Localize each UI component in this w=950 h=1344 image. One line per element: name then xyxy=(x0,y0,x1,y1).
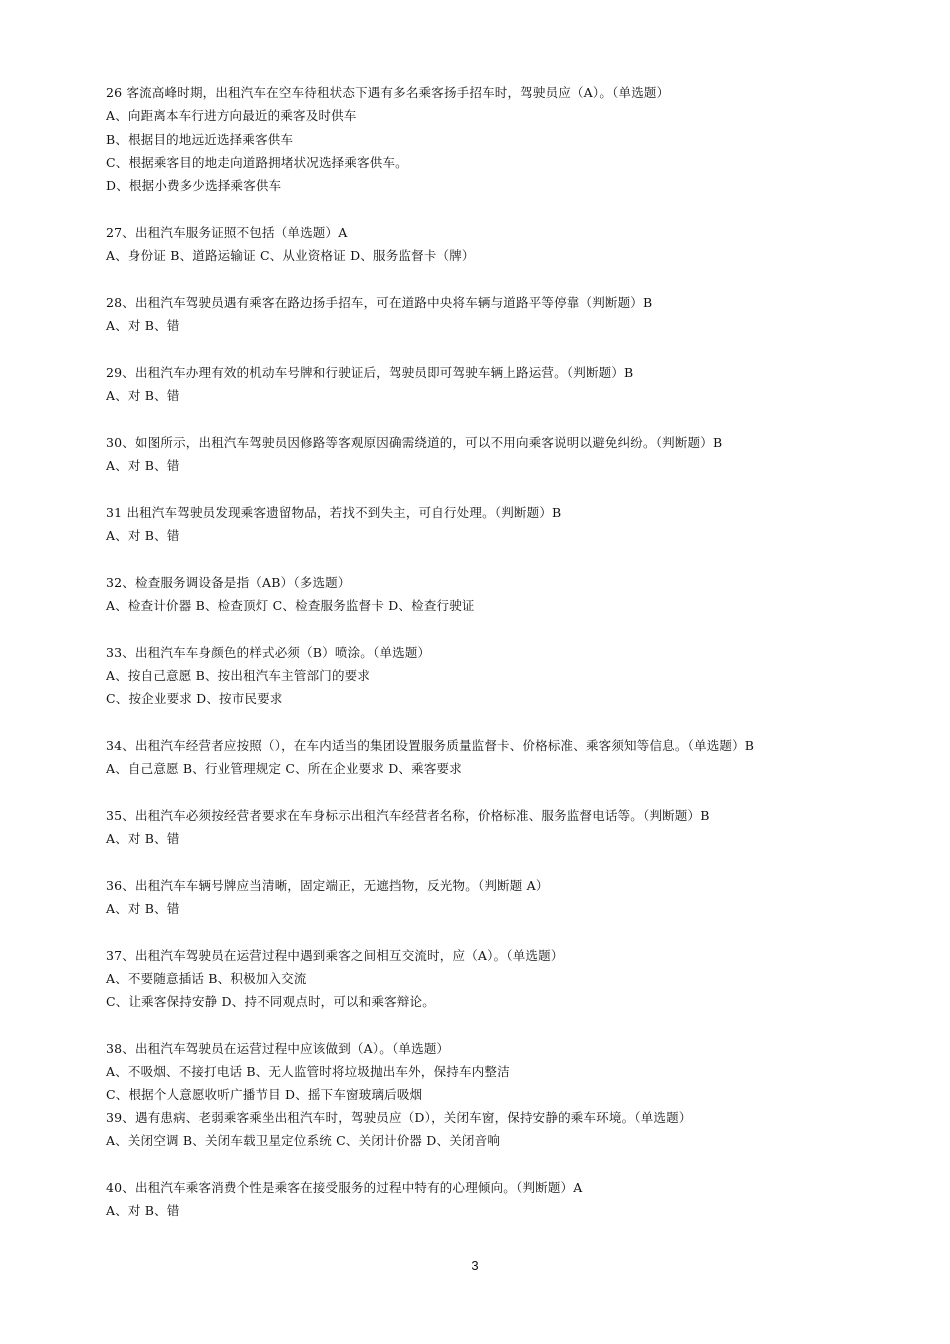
q29-question: 29、出租汽车办理有效的机动车号牌和行驶证后，驾驶员即可驾驶车辆上路运营。（判断题）B xyxy=(106,365,634,380)
q35-question: 35、出租汽车必须按经营者要求在车身标示出租汽车经营者名称，价格标准、服务监督电话等。（判断题）B xyxy=(106,808,710,823)
q29-options: A、对 B、错 xyxy=(106,388,180,403)
page-number: 3 xyxy=(471,1258,479,1273)
q34-options: A、自己意愿 B、行业管理规定 C、所在企业要求 D、乘客要求 xyxy=(106,761,462,776)
q31-options: A、对 B、错 xyxy=(106,528,180,543)
q36-question: 36、出租汽车车辆号牌应当清晰，固定端正，无遮挡物，反光物。（判断题 A） xyxy=(106,878,549,893)
q33-options-cd: C、按企业要求 D、按市民要求 xyxy=(106,691,283,706)
q26-question: 26 客流高峰时期，出租汽车在空车待租状态下遇有多名乘客扬手招车时，驾驶员应（A）。（单选题） xyxy=(106,85,670,100)
q27-options: A、身份证 B、道路运输证 C、从业资格证 D、服务监督卡（牌） xyxy=(106,248,475,263)
q33-question: 33、出租汽车车身颜色的样式必须（B）喷涂。（单选题） xyxy=(106,645,431,660)
q38-options-cd: C、根据个人意愿收听广播节目 D、摇下车窗玻璃后吸烟 xyxy=(106,1087,423,1102)
q36-options: A、对 B、错 xyxy=(106,901,180,916)
q30-question: 30、如图所示，出租汽车驾驶员因修路等客观原因确需绕道的，可以不用向乘客说明以避免纠纷。（判断题）B xyxy=(106,435,723,450)
q30-options: A、对 B、错 xyxy=(106,458,180,473)
q35-options: A、对 B、错 xyxy=(106,831,180,846)
q39-question: 39、遇有患病、老弱乘客乘坐出租汽车时，驾驶员应（D），关闭车窗，保持安静的乘车环境。（单选题） xyxy=(106,1110,692,1125)
q37-options-cd: C、让乘客保持安静 D、持不同观点时，可以和乘客辩论。 xyxy=(106,994,435,1009)
q33-options-ab: A、按自己意愿 B、按出租汽车主管部门的要求 xyxy=(106,668,371,683)
q26-option-d: D、根据小费多少选择乘客供车 xyxy=(106,178,282,193)
q31-question: 31 出租汽车驾驶员发现乘客遗留物品，若找不到失主，可自行处理。（判断题）B xyxy=(106,505,562,520)
q32-question: 32、检查服务调设备是指（AB）（多选题） xyxy=(106,575,351,590)
q26-option-a: A、向距离本车行进方向最近的乘客及时供车 xyxy=(106,108,357,123)
q40-question: 40、出租汽车乘客消费个性是乘客在接受服务的过程中特有的心理倾向。（判断题）A xyxy=(106,1180,583,1195)
q38-question: 38、出租汽车驾驶员在运营过程中应该做到（A）。（单选题） xyxy=(106,1041,450,1056)
q28-question: 28、出租汽车驾驶员遇有乘客在路边扬手招车，可在道路中央将车辆与道路平等停靠（判断题）B xyxy=(106,295,653,310)
q38-options-ab: A、不吸烟、不接打电话 B、无人监管时将垃圾抛出车外，保持车内整洁 xyxy=(106,1064,510,1079)
q40-options: A、对 B、错 xyxy=(106,1203,180,1218)
q27-question: 27、出租汽车服务证照不包括（单选题）A xyxy=(106,225,348,240)
q34-question: 34、出租汽车经营者应按照（），在车内适当的集团设置服务质量监督卡、价格标准、乘客须知等信息。（单选题）B xyxy=(106,738,755,753)
q26-option-c: C、根据乘客目的地走向道路拥堵状况选择乘客供车。 xyxy=(106,155,408,170)
q37-options-ab: A、不要随意插话 B、积极加入交流 xyxy=(106,971,307,986)
q32-options: A、检查计价器 B、检查顶灯 C、检查服务监督卡 D、检查行驶证 xyxy=(106,598,475,613)
q28-options: A、对 B、错 xyxy=(106,318,180,333)
q26-option-b: B、根据目的地远近选择乘客供车 xyxy=(106,132,294,147)
q39-options: A、关闭空调 B、关闭车载卫星定位系统 C、关闭计价器 D、关闭音响 xyxy=(106,1133,501,1148)
q37-question: 37、出租汽车驾驶员在运营过程中遇到乘客之间相互交流时，应（A）。（单选题） xyxy=(106,948,564,963)
